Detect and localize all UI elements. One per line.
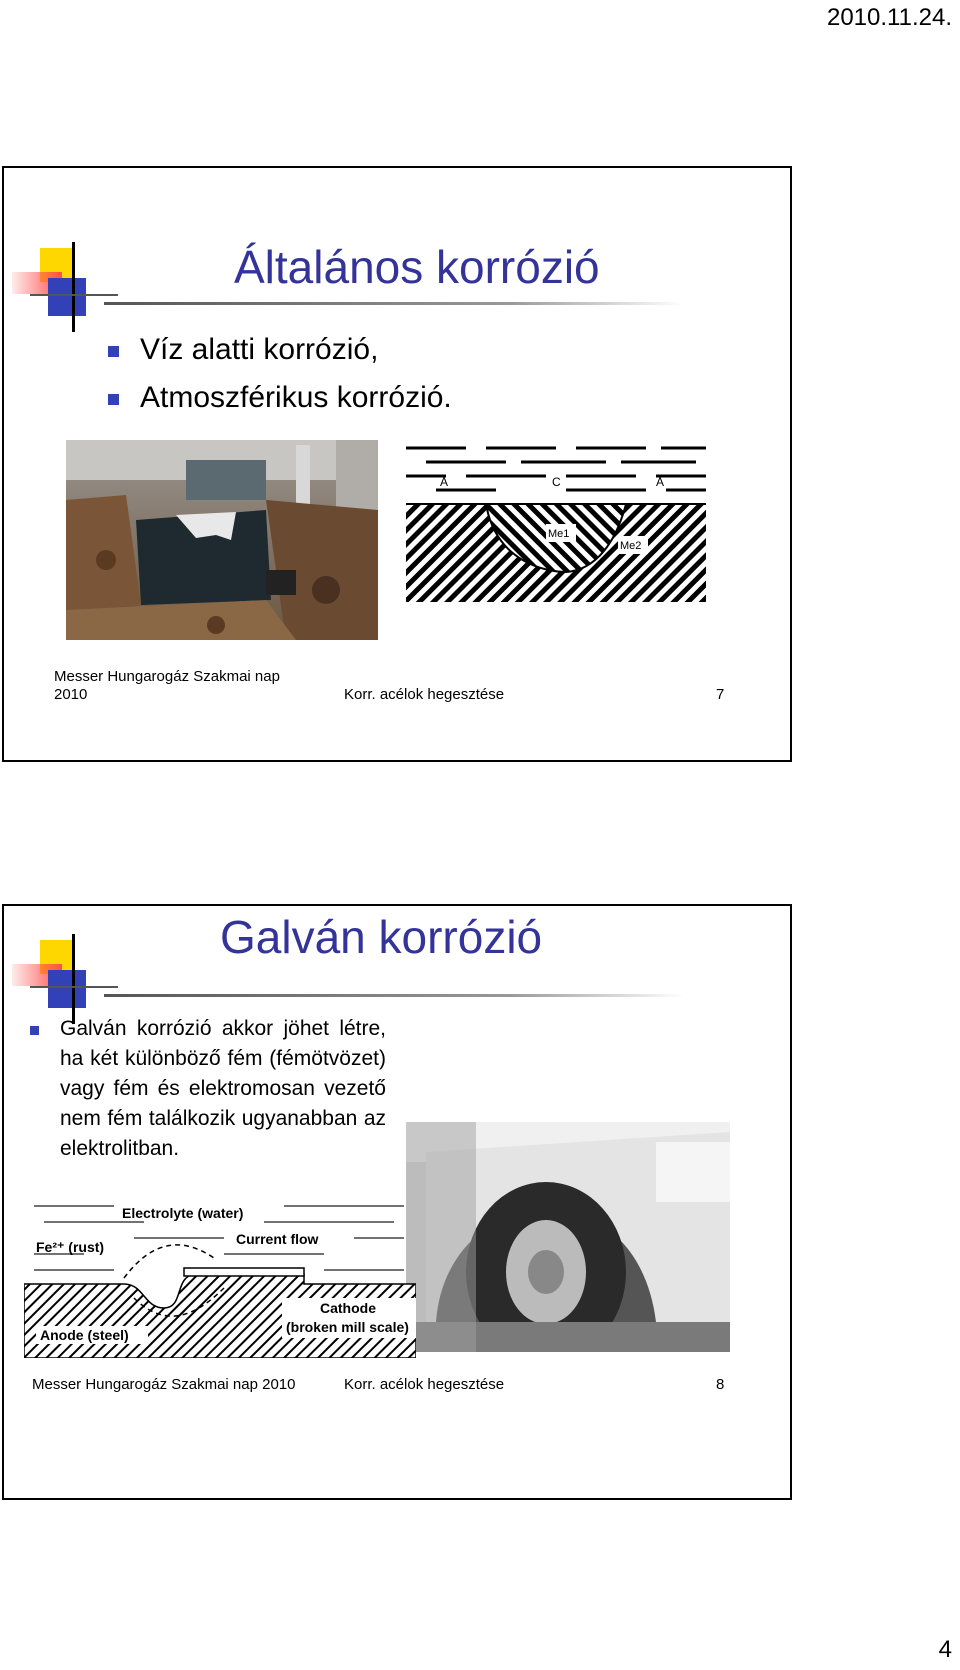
corrosion-photo: [66, 440, 378, 640]
label-c: C: [552, 475, 561, 489]
slide-8: [2, 904, 792, 1500]
label-a-left: A: [440, 475, 449, 489]
footer-center: Korr. acélok hegesztése: [344, 1376, 505, 1393]
slide-decoration-icon: [12, 242, 112, 332]
slide-decoration-icon: [12, 934, 112, 1024]
label-current-flow: Current flow: [236, 1231, 319, 1247]
bullet-item: Víz alatti korrózió,: [108, 326, 452, 374]
label-me1: Me1: [548, 528, 570, 540]
label-electrolyte: Electrolyte (water): [122, 1205, 244, 1221]
footer-center: Korr. acélok hegesztése: [344, 686, 505, 703]
slide-title: Galván korrózió: [220, 911, 543, 963]
slide-title: Általános korrózió: [234, 241, 600, 293]
slide-body-text: Galván korrózió akkor jöhet létre, ha két különböző fém (fémötvözet) vagy fém és elektromosan vezető nem fém találkozik ugyanabban az elektrolitban.: [60, 1017, 386, 1160]
footer-page: 8: [716, 1376, 725, 1393]
bullet-icon: [30, 1026, 39, 1035]
title-rule: [104, 994, 684, 997]
bullet-list: [108, 326, 452, 422]
label-anode: Anode (steel): [40, 1327, 129, 1343]
label-cathode: Cathode: [320, 1300, 376, 1316]
label-cathode-sub: (broken mill scale): [286, 1319, 409, 1335]
title-rule: [104, 302, 684, 305]
label-fe-rust: Fe²⁺ (rust): [36, 1239, 105, 1255]
footer-left-line1: Messer Hungarogáz Szakmai nap: [54, 668, 280, 685]
footer-page: 7: [716, 686, 725, 703]
footer-left-line2: 2010: [54, 686, 88, 703]
label-me2: Me2: [620, 540, 642, 552]
car-wheel-photo: [406, 1122, 730, 1352]
bullet-item: Atmoszférikus korrózió.: [108, 374, 452, 422]
two-metal-diagram: [406, 442, 706, 602]
label-a-right: A: [656, 475, 665, 489]
page-number: 4: [938, 1636, 952, 1663]
galvanic-diagram: [24, 1198, 416, 1358]
slide-7: [2, 166, 792, 762]
document-date: 2010.11.24.: [826, 4, 952, 31]
footer-left: Messer Hungarogáz Szakmai nap 2010: [32, 1376, 296, 1393]
